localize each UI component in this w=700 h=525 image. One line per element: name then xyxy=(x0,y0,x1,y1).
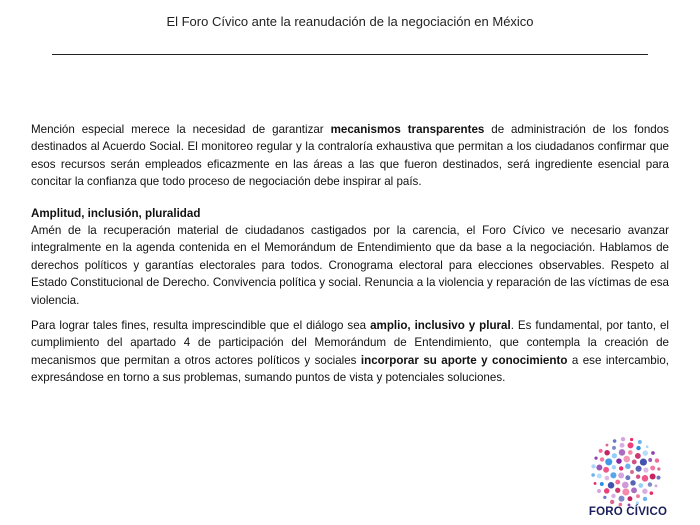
logo-dot xyxy=(616,458,622,464)
logo-dot xyxy=(646,445,649,448)
logo-dot xyxy=(600,457,604,461)
logo-dot xyxy=(603,467,609,473)
logo-dot xyxy=(594,482,597,485)
logo-dot xyxy=(604,450,609,455)
logo-dot xyxy=(613,439,617,443)
logo-dot xyxy=(597,489,601,493)
document-body xyxy=(31,121,669,387)
p1-text-a: Mención especial merece la necesidad de garantizar xyxy=(31,123,331,136)
logo-dot xyxy=(636,494,640,498)
logo-dot xyxy=(655,458,659,462)
logo-dot xyxy=(650,491,654,495)
logo-dot xyxy=(630,480,636,486)
p3-text-a: Para lograr tales fines, resulta imprescindible que el diálogo sea xyxy=(31,319,371,333)
logo-dot xyxy=(610,500,614,504)
paragraph-transparency xyxy=(31,121,669,191)
logo-dot xyxy=(605,476,610,481)
logo-dot xyxy=(636,466,642,472)
logo-dot xyxy=(610,472,616,478)
logo-dot xyxy=(604,488,609,493)
logo-dot xyxy=(597,473,602,478)
logo-dot xyxy=(600,482,604,486)
logo-dot xyxy=(657,476,661,480)
logo-dot xyxy=(603,496,606,499)
paragraph-dialogue xyxy=(31,317,669,387)
logo-dot xyxy=(635,453,641,459)
logo-dot xyxy=(642,489,647,494)
logo-dot xyxy=(605,458,612,465)
logo-dot xyxy=(620,443,625,448)
header-divider xyxy=(52,54,648,55)
p1-text-c: de administración de los fondos destinados al Acuerdo Social. El monitoreo regular y la contraloría exhaustiva que permitan a los ciudadanos confirmar que esos recursos serán empleados eficazmente en las áreas a las que fueron destinados, será ingrediente esencial para concitar la confianza que todo proceso de negociación debe inspirar al país. xyxy=(31,123,669,189)
logo-dot xyxy=(630,438,633,441)
logo-dot xyxy=(636,501,639,504)
logo-dot xyxy=(627,496,632,501)
section-heading: Amplitud, inclusión, pluralidad xyxy=(31,206,201,220)
paragraph-agenda: Amén de la recuperación material de ciudadanos castigados por la carencia, el Foro Cívico ve necesario avanzar integralmente en la agenda contenida en el Memorándum de Entendimiento que da base a la negociación. Hablamos de derechos políticos y garantías electorales para todos. Cronograma electoral para elecciones observables. Respeto al Estado Constitucional de Derecho. Convivencia política y social. Renuncia a la violencia y reparación de las víctimas de esa violencia. xyxy=(31,224,669,307)
logo-dot xyxy=(630,470,634,474)
logo-dot xyxy=(648,458,652,462)
logo-dot xyxy=(606,444,609,447)
logo-dot xyxy=(619,466,623,470)
logo-dot xyxy=(625,475,630,480)
logo-dot xyxy=(643,497,647,501)
logo-wordmark: FORO CÍVICO xyxy=(588,506,668,518)
p3-emphasis-2: incorporar su aporte y conocimiento xyxy=(360,353,568,367)
logo-dot xyxy=(618,473,624,479)
logo-dot xyxy=(643,450,648,455)
logo-dot xyxy=(650,466,655,471)
logo-dot xyxy=(612,465,616,469)
logo-dot xyxy=(615,488,620,493)
logo-dot xyxy=(594,457,597,460)
logo-dot xyxy=(643,467,648,472)
logo-dot xyxy=(599,449,603,453)
logo-dot xyxy=(623,456,630,463)
document-header-title: El Foro Cívico ante la reanudación de la negociación en México xyxy=(166,14,534,29)
logo-dot xyxy=(655,484,658,487)
logo-dot xyxy=(636,446,640,450)
logo-dot xyxy=(611,494,615,498)
p1-emphasis: mecanismos transparentes xyxy=(330,123,485,136)
logo-dot xyxy=(628,442,634,448)
logo-dot xyxy=(657,467,660,470)
logo-dot xyxy=(615,480,620,485)
logo-dot xyxy=(640,459,647,466)
logo-dot xyxy=(622,488,629,495)
logo-dot xyxy=(650,474,656,480)
logo-dot xyxy=(591,464,595,468)
logo-dot xyxy=(625,464,630,469)
logo-dot xyxy=(619,496,625,502)
p3-emphasis-1: amplio, inclusivo y plural xyxy=(370,319,511,333)
logo-dot xyxy=(608,482,615,489)
logo-dot xyxy=(651,451,655,455)
logo-dot xyxy=(648,482,652,486)
logo-dot xyxy=(591,473,595,477)
p3-text-e: a ese intercambio, expresándose en torno a sus problemas, sumando puntos de vista y potenciales soluciones. xyxy=(31,353,670,385)
logo-dot xyxy=(628,450,633,455)
logo-dot xyxy=(612,453,617,458)
logo-dot xyxy=(636,475,640,479)
logo-dot xyxy=(622,482,629,489)
logo-dot xyxy=(632,459,637,464)
logo-dot xyxy=(642,475,649,482)
logo-dot xyxy=(596,465,602,471)
logo-dot xyxy=(631,487,637,493)
logo-dot xyxy=(638,483,643,488)
logo-dot xyxy=(612,446,616,450)
p3-text-c: . Es fundamental, por tanto, el cumplimiento del apartado 4 de participación del Memorándum de Entendimiento, que contempla la creación de mecanismos que permitan a otros actores políticos y sociales xyxy=(31,319,669,367)
logo-dot xyxy=(621,437,625,441)
logo-dot xyxy=(638,440,642,444)
logo-dot xyxy=(619,449,626,456)
